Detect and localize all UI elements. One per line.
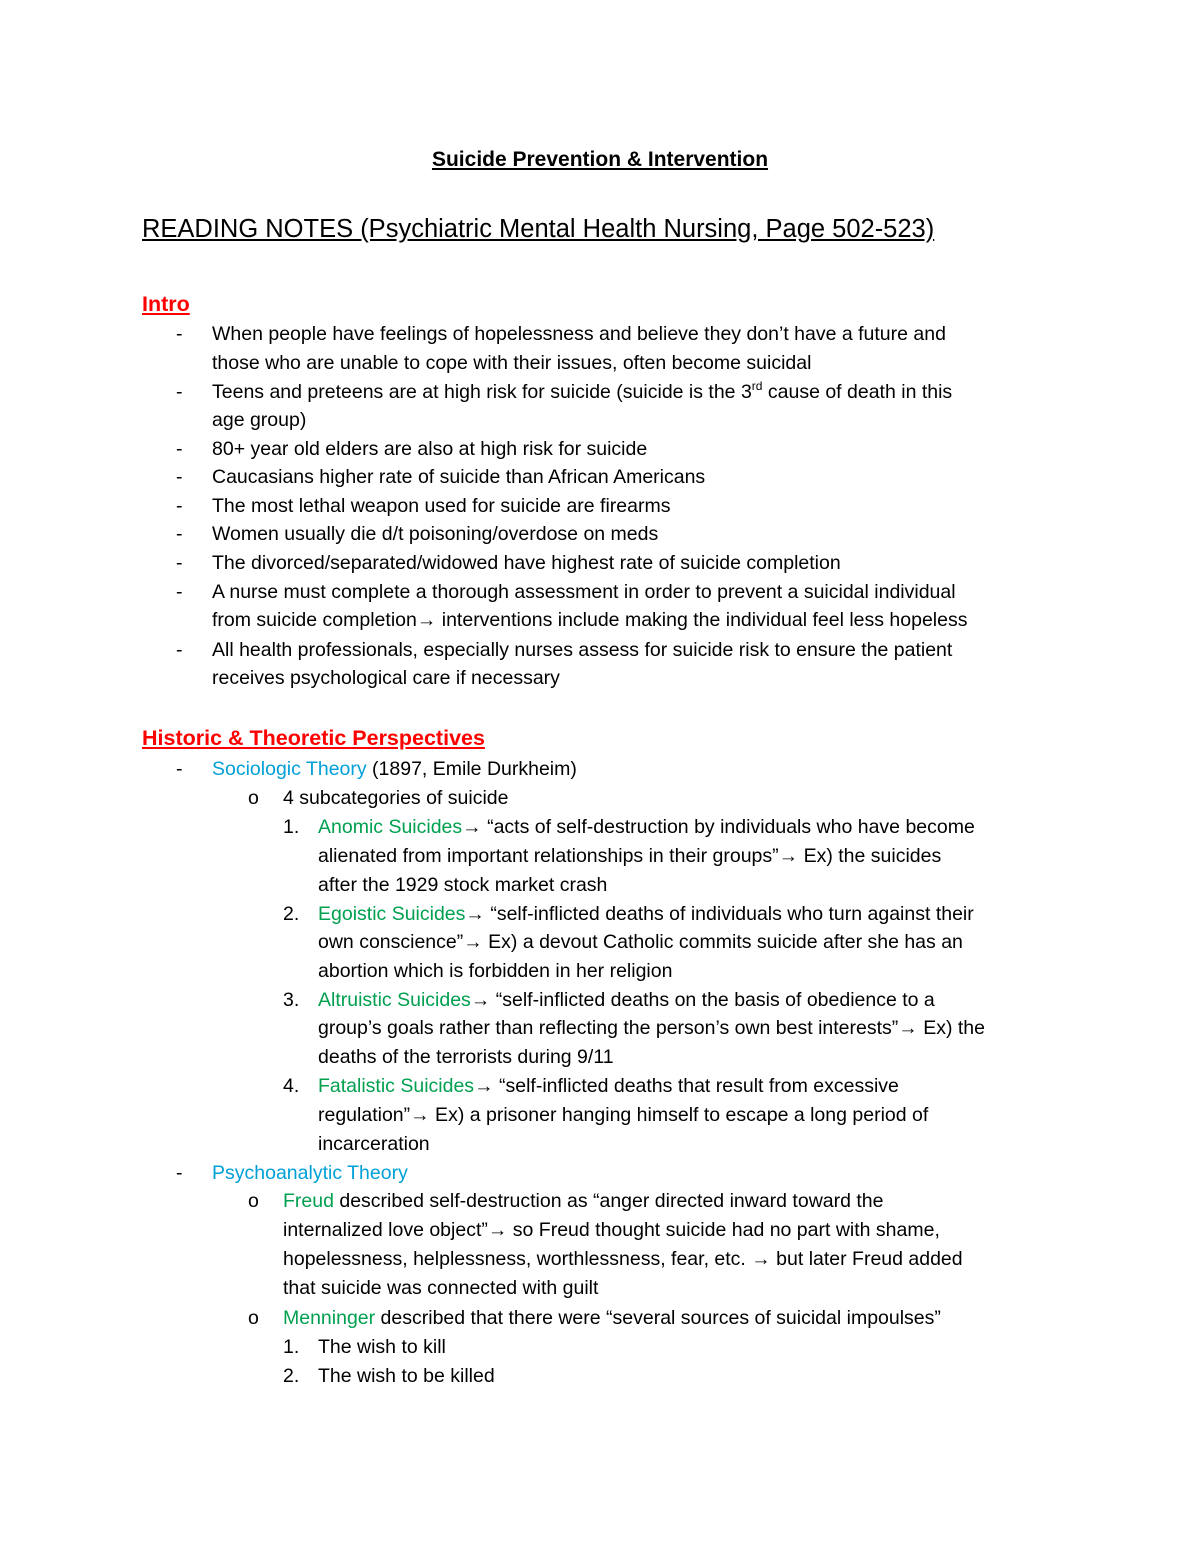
bullet-dash: - [176, 758, 183, 780]
freud-line-4: that suicide was connected with guilt [283, 1277, 599, 1299]
bullet-dash: - [176, 495, 183, 517]
freud-name: Freud [283, 1190, 334, 1212]
list-number: 2. [283, 1365, 300, 1387]
list-number: 1. [283, 1336, 300, 1358]
altruistic-name: Altruistic Suicides [318, 989, 471, 1011]
sociologic-theory-line: Sociologic Theory (1897, Emile Durkheim) [212, 758, 577, 780]
bullet-dash: - [176, 581, 183, 603]
intro-item-8-line-2: from suicide completion→ interventions include making the individual feel less hopeless [212, 609, 968, 631]
intro-item-1-line-2: those who are unable to cope with their issues, often become suicidal [212, 352, 812, 374]
bullet-dash: - [176, 639, 183, 661]
intro-item-9-line-1: All health professionals, especially nurses assess for suicide risk to ensure the patient [212, 639, 953, 661]
freud-line-3: hopelessness, helplessness, worthlessness, fear, etc. → but later Freud added [283, 1248, 963, 1270]
bullet-dash: - [176, 438, 183, 460]
source-1: The wish to kill [318, 1336, 446, 1358]
bullet-dash: - [176, 466, 183, 488]
bullet-dash: - [176, 381, 183, 403]
bullet-circle: o [248, 787, 259, 809]
anomic-name: Anomic Suicides [318, 816, 463, 838]
intro-item-1-line-1: When people have feelings of hopelessness and believe they don’t have a future and [212, 323, 946, 345]
egoistic-name: Egoistic Suicides [318, 903, 466, 925]
fatalistic-line-3: incarceration [318, 1133, 430, 1155]
list-number: 3. [283, 989, 300, 1011]
egoistic-line-3: abortion which is forbidden in her religion [318, 960, 673, 982]
egoistic-line-2: own conscience”→ Ex) a devout Catholic commits suicide after she has an [318, 931, 963, 953]
page-title: Suicide Prevention & Intervention [431, 148, 769, 171]
superscript-rd: rd [751, 379, 763, 393]
intro-item-4: Caucasians higher rate of suicide than African Americans [212, 466, 706, 488]
intro-item-8-line-1: A nurse must complete a thorough assessment in order to prevent a suicidal individual [212, 581, 956, 603]
fatalistic-name: Fatalistic Suicides [318, 1075, 475, 1097]
freud-line-1: Freud described self-destruction as “anger directed inward toward the [283, 1190, 884, 1212]
freud-line-2: internalized love object”→ so Freud thought suicide had no part with shame, [283, 1219, 940, 1241]
altruistic-line-1: Altruistic Suicides→ “self-inflicted deaths on the basis of obedience to a [318, 989, 935, 1011]
intro-item-5: The most lethal weapon used for suicide are firearms [212, 495, 671, 517]
anomic-line-3: after the 1929 stock market crash [318, 874, 608, 896]
egoistic-line-1: Egoistic Suicides→ “self-inflicted deaths of individuals who turn against their [318, 903, 974, 925]
intro-item-6: Women usually die d/t poisoning/overdose on meds [212, 523, 659, 545]
bullet-dash: - [176, 552, 183, 574]
psychoanalytic-theory-name: Psychoanalytic Theory [212, 1162, 408, 1184]
subcategories-line: 4 subcategories of suicide [283, 787, 509, 809]
intro-item-9-line-2: receives psychological care if necessary [212, 667, 560, 689]
fatalistic-line-1: Fatalistic Suicides→ “self-inflicted deaths that result from excessive [318, 1075, 899, 1097]
intro-heading: Intro [142, 292, 190, 316]
bullet-circle: o [248, 1307, 259, 1329]
fatalistic-line-2: regulation”→ Ex) a prisoner hanging himself to escape a long period of [318, 1104, 929, 1126]
altruistic-line-2: group’s goals rather than reflecting the person’s own best interests”→ Ex) the [318, 1017, 985, 1039]
menninger-line: Menninger described that there were “several sources of suicidal impoulses” [283, 1307, 941, 1329]
anomic-line-2: alienated from important relationships in their groups”→ Ex) the suicides [318, 845, 942, 867]
bullet-dash: - [176, 523, 183, 545]
list-number: 4. [283, 1075, 300, 1097]
bullet-dash: - [176, 1162, 183, 1184]
intro-item-3: 80+ year old elders are also at high risk for suicide [212, 438, 648, 460]
intro-item-2-line-2: age group) [212, 409, 307, 431]
list-number: 2. [283, 903, 300, 925]
list-number: 1. [283, 816, 300, 838]
altruistic-line-3: deaths of the terrorists during 9/11 [318, 1046, 614, 1068]
sociologic-theory-name: Sociologic Theory [212, 758, 367, 780]
intro-item-2-line-1: Teens and preteens are at high risk for suicide (suicide is the 3rd cause of death in this [212, 379, 953, 403]
reading-notes-heading: READING NOTES (Psychiatric Mental Health Nursing, Page 502-523) [142, 215, 935, 243]
anomic-line-1: Anomic Suicides→ “acts of self-destruction by individuals who have become [318, 816, 975, 838]
menninger-name: Menninger [283, 1307, 376, 1329]
historic-heading: Historic & Theoretic Perspectives [142, 726, 485, 750]
intro-item-7: The divorced/separated/widowed have highest rate of suicide completion [212, 552, 841, 574]
bullet-circle: o [248, 1190, 259, 1212]
source-2: The wish to be killed [318, 1365, 495, 1387]
bullet-dash: - [176, 323, 183, 345]
